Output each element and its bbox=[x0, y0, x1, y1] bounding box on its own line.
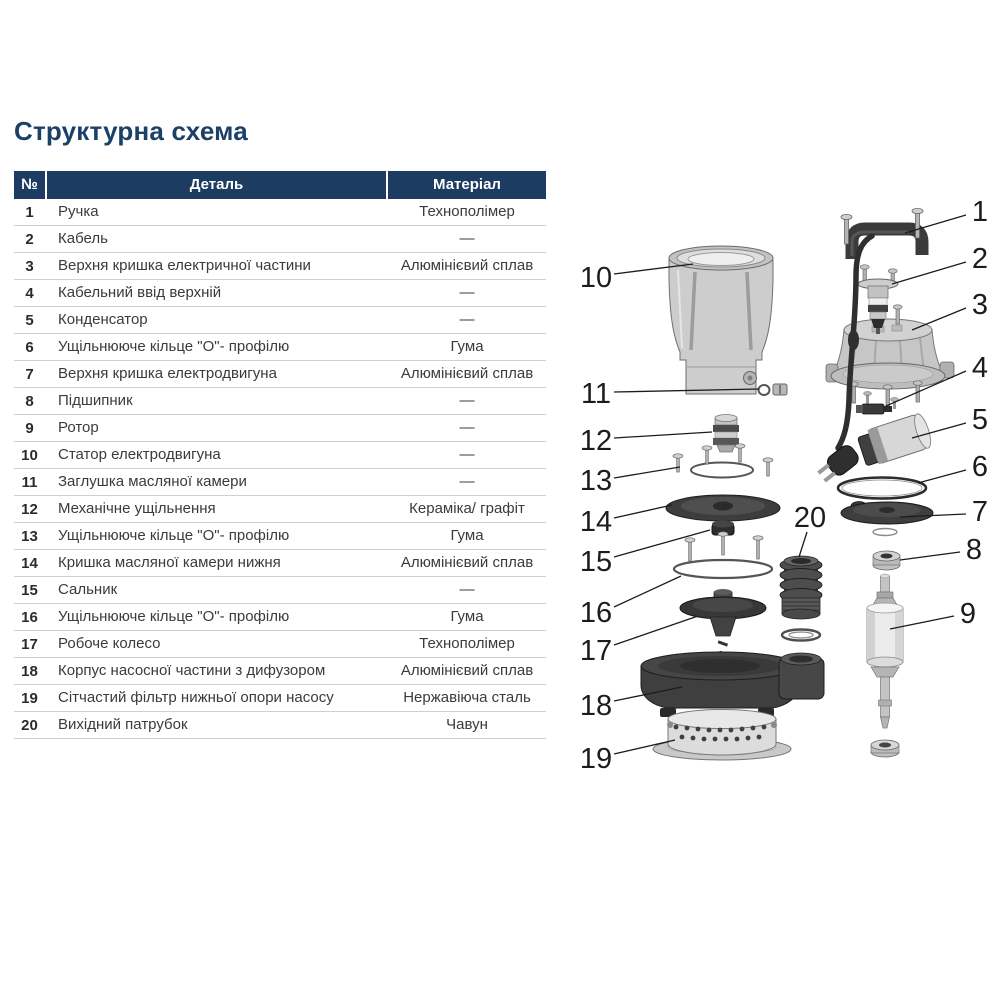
table-row bbox=[14, 334, 546, 361]
table-row bbox=[14, 226, 546, 253]
table-row bbox=[14, 712, 546, 739]
part-rotor bbox=[867, 574, 903, 757]
row-number: 5 bbox=[25, 311, 34, 329]
row-material: — bbox=[459, 391, 475, 409]
callout-number-11: 11 bbox=[580, 378, 612, 410]
table-row bbox=[14, 631, 546, 658]
table-row bbox=[14, 307, 546, 334]
row-part-name: Ротор bbox=[58, 418, 99, 436]
callout-line-15 bbox=[614, 530, 710, 557]
callout-number-4: 4 bbox=[971, 352, 989, 384]
header-part: Деталь bbox=[47, 171, 386, 199]
row-number: 8 bbox=[25, 392, 34, 410]
callout-number-9: 9 bbox=[959, 598, 977, 630]
row-part-name: Робоче колесо bbox=[58, 634, 161, 652]
callout-number-7: 7 bbox=[971, 496, 989, 528]
callout-line-6 bbox=[918, 470, 966, 483]
table-row bbox=[14, 604, 546, 631]
row-material: Технополімер bbox=[419, 202, 515, 220]
callout-line-14 bbox=[614, 505, 672, 518]
row-part-name: Кабельний ввід верхній bbox=[58, 283, 222, 301]
part-bearing bbox=[873, 551, 900, 570]
table-row bbox=[14, 388, 546, 415]
row-number: 17 bbox=[21, 635, 38, 653]
row-material: — bbox=[459, 580, 475, 598]
callout-number-3: 3 bbox=[971, 289, 989, 321]
row-material: Алюмінієвий сплав bbox=[400, 256, 534, 274]
callout-number-15: 15 bbox=[579, 546, 613, 578]
part-oil-chamber-cover bbox=[666, 495, 780, 521]
callout-number-2: 2 bbox=[971, 243, 989, 275]
row-material: — bbox=[459, 310, 475, 328]
table-row bbox=[14, 496, 546, 523]
row-number: 7 bbox=[25, 365, 34, 383]
table-row bbox=[14, 685, 546, 712]
part-oil-chamber-plug bbox=[759, 384, 788, 395]
row-material: — bbox=[459, 283, 475, 301]
part-upper-motor-cover bbox=[841, 502, 933, 536]
callout-line-3 bbox=[912, 308, 966, 330]
table-row bbox=[14, 523, 546, 550]
row-number: 1 bbox=[25, 203, 34, 221]
row-material: Кераміка/ графіт bbox=[409, 499, 525, 517]
row-part-name: Підшипник bbox=[58, 391, 133, 409]
callout-number-1: 1 bbox=[971, 196, 989, 228]
parts-table-body bbox=[14, 199, 546, 739]
parts-table-header bbox=[14, 171, 546, 199]
row-number: 9 bbox=[25, 419, 34, 437]
callout-number-5: 5 bbox=[971, 404, 989, 436]
part-pump-housing bbox=[641, 652, 824, 719]
header-material: Матеріал bbox=[388, 171, 546, 199]
part-capacitor bbox=[856, 412, 934, 468]
row-part-name: Ущільнююче кільце "О"- профілю bbox=[58, 607, 290, 625]
row-part-name: Сальник bbox=[58, 580, 118, 598]
part-stator-housing bbox=[669, 246, 773, 394]
row-number: 3 bbox=[25, 257, 34, 275]
table-row bbox=[14, 550, 546, 577]
callout-line-13 bbox=[614, 467, 680, 478]
callout-line-17 bbox=[614, 616, 698, 645]
row-material: Нержавіюча сталь bbox=[403, 688, 531, 706]
part-motor-top-cover bbox=[826, 305, 954, 406]
table-row bbox=[14, 658, 546, 685]
row-part-name: Кабель bbox=[58, 229, 108, 247]
row-material: Технополімер bbox=[419, 634, 515, 652]
row-part-name: Верхня кришка електричної частини bbox=[58, 256, 311, 274]
row-material: — bbox=[459, 418, 475, 436]
callout-line-16 bbox=[614, 576, 681, 607]
table-row bbox=[14, 199, 546, 226]
row-material: Гума bbox=[450, 607, 484, 625]
row-part-name: Кришка масляної камери нижня bbox=[58, 553, 281, 571]
page-title: Структурна схема bbox=[14, 116, 248, 146]
table-row bbox=[14, 280, 546, 307]
callout-number-17: 17 bbox=[579, 635, 613, 667]
row-part-name: Ручка bbox=[58, 202, 99, 220]
table-row bbox=[14, 577, 546, 604]
row-part-name: Механічне ущільнення bbox=[58, 499, 216, 517]
row-part-name: Сітчастий фільтр нижньої опори насосу bbox=[58, 688, 334, 706]
row-number: 14 bbox=[21, 554, 38, 572]
row-part-name: Ущільнююче кільце "О"- профілю bbox=[58, 337, 290, 355]
row-part-name: Вихідний патрубок bbox=[58, 715, 188, 733]
row-part-name: Конденсатор bbox=[58, 310, 148, 328]
part-oring-lower bbox=[674, 532, 772, 578]
row-part-name: Верхня кришка електродвигуна bbox=[58, 364, 277, 382]
row-number: 19 bbox=[21, 689, 38, 707]
table-row bbox=[14, 469, 546, 496]
row-number: 20 bbox=[21, 716, 38, 734]
callout-number-13: 13 bbox=[579, 465, 613, 497]
callout-line-8 bbox=[900, 552, 960, 560]
callout-number-8: 8 bbox=[965, 534, 983, 566]
row-material: — bbox=[459, 445, 475, 463]
row-number: 2 bbox=[25, 230, 34, 248]
callout-number-12: 12 bbox=[579, 425, 613, 457]
callout-line-2 bbox=[892, 262, 966, 284]
callout-number-14: 14 bbox=[579, 506, 613, 538]
header-num: № bbox=[14, 171, 45, 199]
row-material: — bbox=[459, 472, 475, 490]
row-number: 4 bbox=[25, 284, 34, 302]
callout-line-12 bbox=[614, 432, 712, 438]
row-number: 6 bbox=[25, 338, 34, 356]
row-material: Гума bbox=[450, 337, 484, 355]
table-row bbox=[14, 442, 546, 469]
table-row bbox=[14, 253, 546, 280]
row-number: 11 bbox=[21, 473, 38, 491]
callout-number-20: 20 bbox=[793, 502, 827, 534]
row-number: 13 bbox=[21, 527, 38, 545]
callout-number-18: 18 bbox=[579, 690, 613, 722]
table-row bbox=[14, 415, 546, 442]
row-number: 12 bbox=[21, 500, 38, 518]
row-number: 18 bbox=[21, 662, 38, 680]
row-part-name: Ущільнююче кільце "О"- профілю bbox=[58, 526, 290, 544]
part-strainer-filter bbox=[653, 710, 791, 761]
part-handle bbox=[841, 208, 923, 259]
row-number: 16 bbox=[21, 608, 38, 626]
callout-line-20 bbox=[799, 532, 807, 557]
row-part-name: Корпус насосної частини з дифузором bbox=[58, 661, 326, 679]
row-part-name: Статор електродвигуна bbox=[58, 445, 221, 463]
row-material: Гума bbox=[450, 526, 484, 544]
row-material: Алюмінієвий сплав bbox=[400, 553, 534, 571]
row-material: — bbox=[459, 229, 475, 247]
callout-number-19: 19 bbox=[579, 743, 613, 775]
pump-exploded-diagram bbox=[560, 180, 1000, 840]
callout-number-10: 10 bbox=[579, 262, 613, 294]
row-material: Алюмінієвий сплав bbox=[400, 364, 534, 382]
row-material: Алюмінієвий сплав bbox=[400, 661, 534, 679]
callout-number-16: 16 bbox=[579, 597, 613, 629]
parts-table bbox=[14, 171, 546, 739]
row-number: 15 bbox=[21, 581, 38, 599]
row-part-name: Заглушка масляної камери bbox=[58, 472, 247, 490]
part-outlet-fitting bbox=[780, 556, 822, 641]
row-number: 10 bbox=[21, 446, 38, 464]
callout-number-6: 6 bbox=[971, 451, 989, 483]
table-row bbox=[14, 361, 546, 388]
row-material: Чавун bbox=[446, 715, 488, 733]
